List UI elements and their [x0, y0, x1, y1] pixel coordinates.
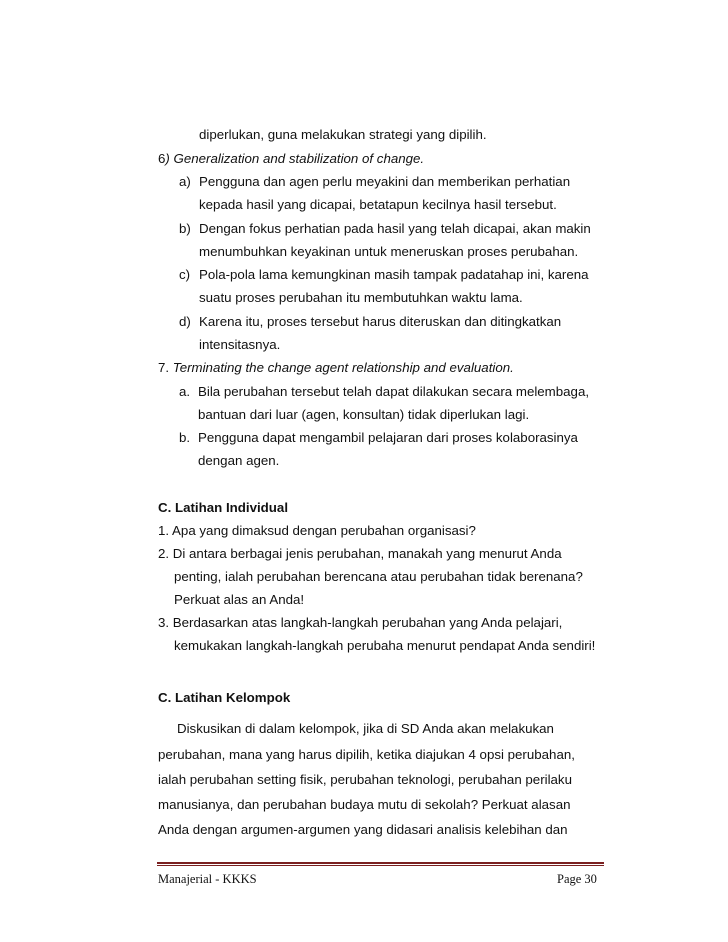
list-item-text: suatu proses perubahan itu membutuhkan waktu lama. — [199, 290, 523, 305]
paragraph-line: perubahan, mana yang harus dipilih, ketika diajukan 4 opsi perubahan, — [158, 747, 575, 762]
list-item-text: Pengguna dan agen perlu meyakini dan memberikan perhatian — [199, 174, 571, 189]
latihan-kelompok-heading: C. Latihan Kelompok — [158, 690, 291, 705]
list-label: c) — [179, 267, 191, 282]
section-7-heading — [158, 360, 514, 376]
question-line: penting, ialah perubahan berencana atau perubahan tidak berenana? — [174, 569, 583, 584]
paragraph-line: Diskusikan di dalam kelompok, jika di SD Anda akan melakukan — [177, 721, 554, 736]
list-label: d) — [179, 314, 191, 329]
paragraph-line: ialah perubahan setting fisik, perubahan teknologi, perubahan perilaku — [158, 772, 572, 787]
latihan-individual-heading: C. Latihan Individual — [158, 500, 289, 515]
question-line: 3. Berdasarkan atas langkah-langkah perubahan yang Anda pelajari, — [158, 615, 563, 630]
footer-title: Manajerial - KKKS — [158, 872, 257, 886]
list-item-text: Pengguna dapat mengambil pelajaran dari proses kolaborasinya — [198, 430, 578, 445]
list-item-text: Pola-pola lama kemungkinan masih tampak padatahap ini, karena — [199, 267, 589, 282]
paragraph-line: Anda dengan argumen-argumen yang didasari analisis kelebihan dan — [158, 822, 568, 837]
list-item-text: intensitasnya. — [199, 337, 281, 352]
question-line: 2. Di antara berbagai jenis perubahan, manakah yang menurut Anda — [158, 546, 562, 561]
section-number: 7. — [158, 360, 170, 375]
list-label: a) — [179, 174, 191, 189]
question-line: kemukakan langkah-langkah perubaha menurut pendapat Anda sendiri! — [174, 638, 596, 653]
list-item-text: kepada hasil yang dicapai, betatapun kecilnya hasil tersebut. — [199, 197, 557, 212]
section-6-heading — [158, 151, 424, 167]
list-label: b) — [179, 221, 191, 236]
footer-divider — [157, 862, 604, 866]
page-number: Page 30 — [557, 872, 597, 886]
list-label: a. — [179, 384, 191, 399]
list-item-text: menumbuhkan keyakinan untuk meneruskan proses perubahan. — [199, 244, 579, 259]
section-number: 6 — [158, 151, 166, 166]
paragraph-line: manusianya, dan perubahan budaya mutu di sekolah? Perkuat alasan — [158, 797, 571, 812]
text-line: diperlukan, guna melakukan strategi yang dipilih. — [199, 127, 487, 142]
section-title: ) Generalization and stabilization of change. — [165, 151, 425, 166]
question-line: Perkuat alas an Anda! — [174, 592, 305, 607]
question-line: 1. Apa yang dimaksud dengan perubahan organisasi? — [158, 523, 476, 538]
list-item-text: Karena itu, proses tersebut harus diteruskan dan ditingkatkan — [199, 314, 562, 329]
section-title: Terminating the change agent relationship and evaluation. — [172, 360, 514, 375]
list-item-text: bantuan dari luar (agen, konsultan) tidak diperlukan lagi. — [198, 407, 530, 422]
list-item-text: Dengan fokus perhatian pada hasil yang telah dicapai, akan makin — [199, 221, 591, 236]
list-label: b. — [179, 430, 191, 445]
list-item-text: Bila perubahan tersebut telah dapat dilakukan secara melembaga, — [198, 384, 590, 399]
list-item-text: dengan agen. — [198, 453, 280, 468]
